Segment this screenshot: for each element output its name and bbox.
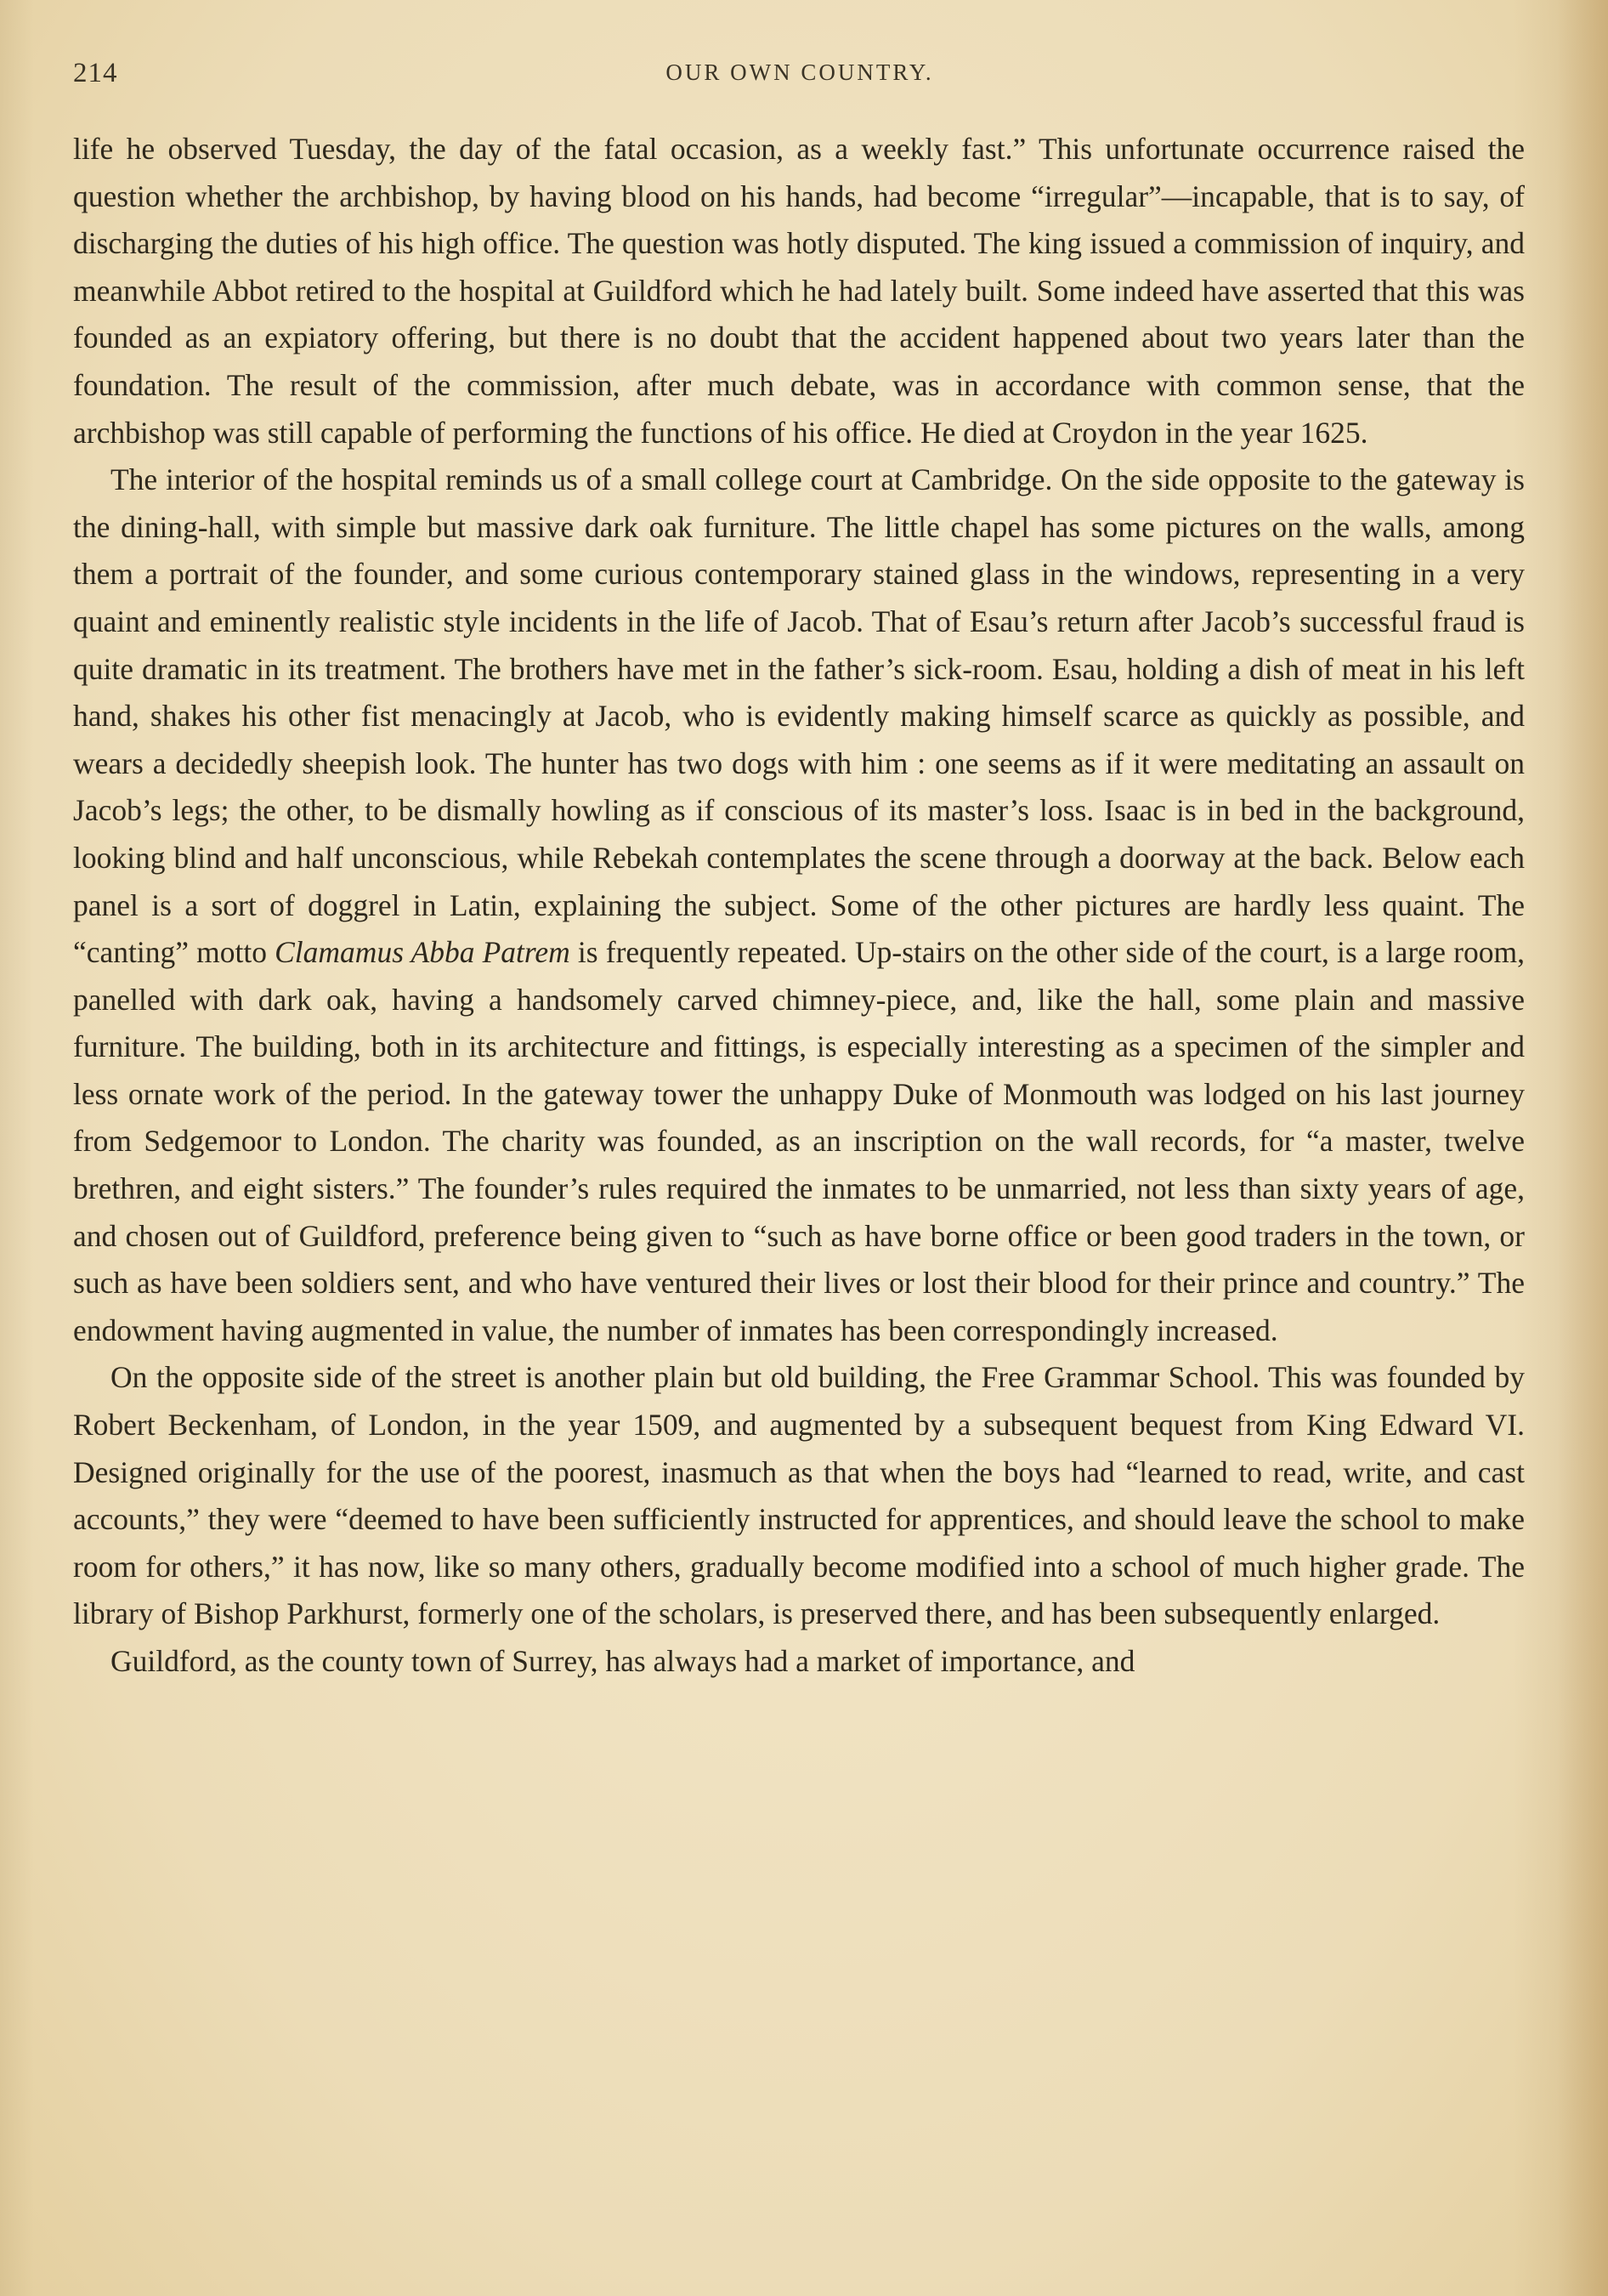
running-header bbox=[73, 58, 1526, 92]
running-title: OUR OWN COUNTRY. bbox=[665, 60, 934, 85]
paragraph-2 bbox=[73, 456, 1525, 1354]
paragraph-2-text: The interior of the hospital reminds us of a small college court at Cambridge. On the side opposite to the gateway is the dining-hall, with simple but massive dark oak furniture. The little chapel has some pictures on the walls, among them a portrait of the founder, and some curious contemporary stained glass in the windows, representing in a very quaint and eminently realistic style incidents in the life of Jacob. That of Esau’s return after Jacob’s successful fraud is quite dramatic in its treatment. The brothers have met in the father’s sick-room. Esau, holding a dish of meat in his left hand, shakes his other fist menacingly at Jacob, who is evidently making himself scarce as quickly as possible, and wears a decidedly sheepish look. The hunter has two dogs with him : one seems as if it were meditating an assault on Jacob’s legs; the other, to be dismally howling as if conscious of its master’s loss. Isaac is in bed in the background, looking blind and half unconscious, while Rebekah contemplates the scene through a doorway at the back. Below each panel is a sort of doggrel in Latin, explaining the subject. Some of the other pictures are hardly less quaint. The “canting” motto bbox=[73, 462, 1525, 970]
body-text bbox=[73, 126, 1525, 1686]
paragraph-3: On the opposite side of the street is another plain but old building, the Free Grammar School. This was founded by Robert Beckenham, of London, in the year 1509, and augmented by a subsequent bequest from King Edward VI. Designed originally for the use of the poorest, inasmuch as that when the boys had “learned to read, write, and cast accounts,” they were “deemed to have been sufficiently instructed for apprentices, and should leave the school to make room for others,” it has now, like so many others, gradually become modified into a school of much higher grade. The library of Bishop Parkhurst, formerly one of the scholars, is preserved there, and has been subsequently enlarged. bbox=[73, 1360, 1525, 1631]
paragraph-2-text-continued: is frequently repeated. Up-stairs on the other side of the court, is a large room, panelled with dark oak, having a handsomely carved chimney-piece, and, like the hall, some plain and massive furniture. The building, both in its architecture and fittings, is especially interesting as a specimen of the simpler and less ornate work of the period. In the gateway tower the unhappy Duke of Monmouth was lodged on his last journey from Sedgemoor to London. The charity was founded, as an inscription on the wall records, for “a master, twelve brethren, and eight sisters.” The founder’s rules required the inmates to be unmarried, not less than sixty years of age, and chosen out of Guildford, preference being given to “such as have borne office or been good traders in the town, or such as have been soldiers sent, and who have ventured their lives or lost their blood for their prince and country.” The endowment having augmented in value, the number of inmates has been correspondingly increased. bbox=[73, 935, 1525, 1347]
page-edge-shading bbox=[1557, 0, 1608, 2296]
paragraph-4: Guildford, as the county town of Surrey, has always had a market of importance, and bbox=[110, 1644, 1135, 1678]
latin-motto: Clamamus Abba Patrem bbox=[275, 935, 570, 970]
paragraph-1: life he observed Tuesday, the day of the fatal occasion, as a weekly fast.” This unfortunate occurrence raised the question whether the archbishop, by having blood on his hands, had become “irregular”—incapable, that is to say, of discharging the duties of his high office. The question was hotly disputed. The king issued a commission of inquiry, and meanwhile Abbot retired to the hospital at Guildford which he had lately built. Some indeed have asserted that this was founded as an expiatory offering, but there is no doubt that the accident happened about two years later than the foundation. The result of the commission, after much debate, was in accordance with common sense, that the archbishop was still capable of performing the functions of his office. He died at Croydon in the year 1625. bbox=[73, 132, 1525, 450]
page-number: 214 bbox=[73, 58, 118, 88]
